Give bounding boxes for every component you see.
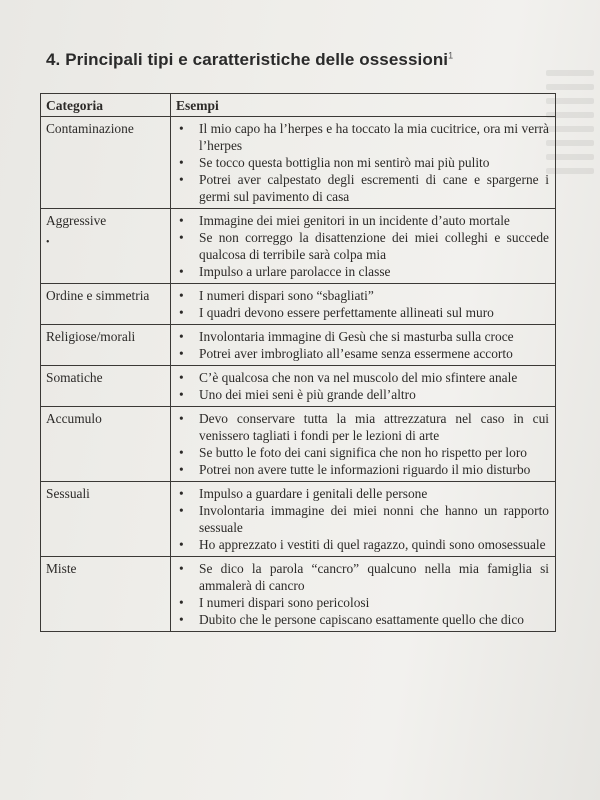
example-item: • I numeri dispari sono pericolosi — [179, 594, 549, 611]
example-item: • Devo conservare tutta la mia attrezzatura nel caso in cui venissero tagliati i fondi per le lezioni di arte — [179, 410, 549, 444]
examples-list — [179, 120, 549, 205]
category-cell — [41, 482, 171, 557]
example-item: • Dubito che le persone capiscano esattamente quello che dico — [179, 611, 549, 628]
category-label: Sessuali — [46, 486, 90, 501]
table-row — [41, 557, 556, 632]
examples-cell — [171, 557, 556, 632]
category-cell — [41, 366, 171, 407]
table-title-text: 4. Principali tipi e caratteristiche delle ossessioni — [46, 50, 449, 69]
example-item: • Immagine dei miei genitori in un incidente d’auto mortale — [179, 212, 549, 229]
category-cell — [41, 284, 171, 325]
category-cell — [41, 557, 171, 632]
table-row — [41, 366, 556, 407]
example-item: • Uno dei miei seni è più grande dell’altro — [179, 386, 549, 403]
example-item: • Se tocco questa bottiglia non mi sentirò mai più pulito — [179, 154, 549, 171]
example-item: • Involontaria immagine di Gesù che si masturba sulla croce — [179, 328, 549, 345]
stray-mark: • — [46, 237, 50, 248]
examples-cell — [171, 366, 556, 407]
examples-cell — [171, 209, 556, 284]
table-row — [41, 209, 556, 284]
examples-list — [179, 287, 549, 321]
examples-cell — [171, 325, 556, 366]
examples-list — [179, 212, 549, 280]
example-item: • Potrei aver calpestato degli escrementi di cane e spargerne i germi sul pavimento di casa — [179, 171, 549, 205]
category-label: Aggressive — [46, 213, 107, 228]
example-item: • Involontaria immagine dei miei nonni che hanno un rapporto sessuale — [179, 502, 549, 536]
example-item: • Potrei aver imbrogliato all’esame senza essermene accorto — [179, 345, 549, 362]
category-label: Miste — [46, 561, 77, 576]
obsessions-table — [40, 93, 556, 632]
example-item: • Potrei non avere tutte le informazioni riguardo il mio disturbo — [179, 461, 549, 478]
example-item: • C’è qualcosa che non va nel muscolo del mio sfintere anale — [179, 369, 549, 386]
example-item: • I numeri dispari sono “sbagliati” — [179, 287, 549, 304]
example-item: • Ho apprezzato i vestiti di quel ragazzo, quindi sono omosessuale — [179, 536, 549, 553]
examples-list — [179, 410, 549, 478]
example-item: • Il mio capo ha l’herpes e ha toccato la mia cucitrice, ora mi verrà l’herpes — [179, 120, 549, 154]
example-item: • I quadri devono essere perfettamente allineati sul muro — [179, 304, 549, 321]
category-cell — [41, 117, 171, 209]
table-row — [41, 117, 556, 209]
example-item: • Se non correggo la disattenzione dei miei colleghi e succede qualcosa di terribile sarà colpa mia — [179, 229, 549, 263]
column-header-examples: Esempi — [171, 94, 556, 117]
example-item: • Impulso a guardare i genitali delle persone — [179, 485, 549, 502]
examples-list — [179, 328, 549, 362]
table-row — [41, 284, 556, 325]
example-item: • Impulso a urlare parolacce in classe — [179, 263, 549, 280]
table-title — [46, 50, 453, 70]
category-cell — [41, 325, 171, 366]
category-label: Ordine e simmetria — [46, 288, 150, 303]
examples-list — [179, 560, 549, 628]
category-label: Religiose/morali — [46, 329, 136, 344]
category-label: Contaminazione — [46, 121, 134, 136]
category-cell — [41, 209, 171, 284]
table-header-row — [41, 94, 556, 117]
examples-cell — [171, 482, 556, 557]
table-row — [41, 407, 556, 482]
example-item: • Se butto le foto dei cani significa che non ho rispetto per loro — [179, 444, 549, 461]
examples-cell — [171, 117, 556, 209]
table-row — [41, 325, 556, 366]
column-header-category: Categoria — [41, 94, 171, 117]
category-cell — [41, 407, 171, 482]
category-label: Accumulo — [46, 411, 102, 426]
examples-cell — [171, 284, 556, 325]
table-row — [41, 482, 556, 557]
category-label: Somatiche — [46, 370, 103, 385]
table-body — [41, 117, 556, 632]
examples-list — [179, 369, 549, 403]
examples-list — [179, 485, 549, 553]
example-item: • Se dico la parola “cancro” qualcuno nella mia famiglia si ammalerà di cancro — [179, 560, 549, 594]
title-footnote-marker: 1 — [448, 50, 454, 61]
examples-cell — [171, 407, 556, 482]
